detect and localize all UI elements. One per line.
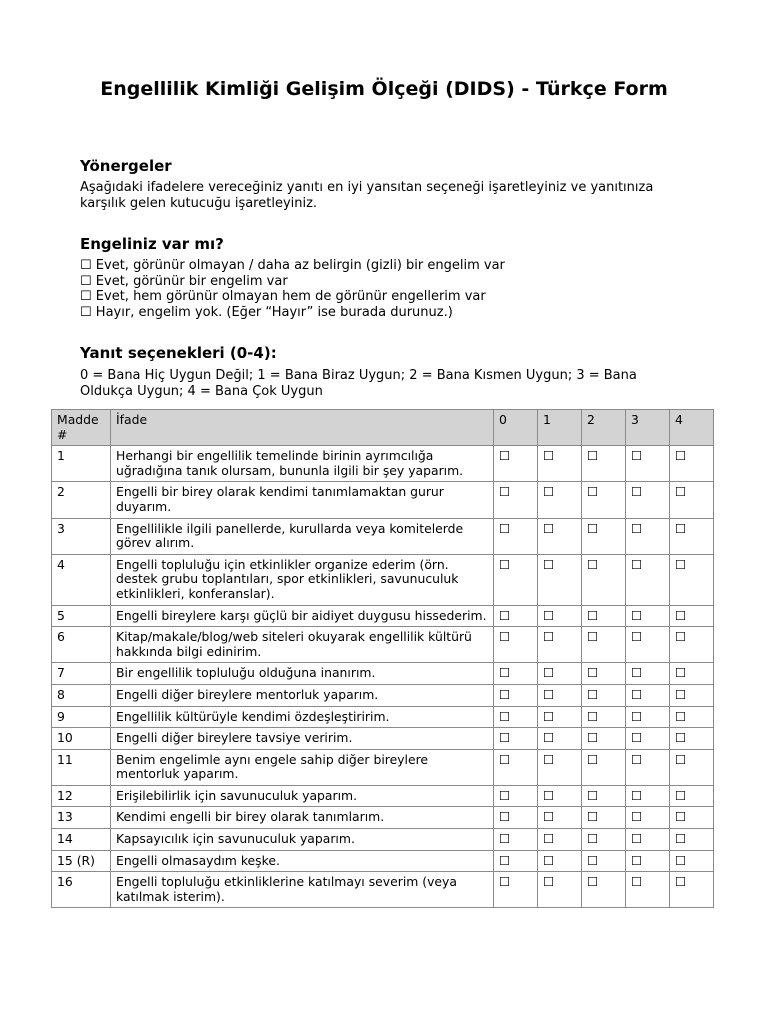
response-checkbox[interactable]: ☐ xyxy=(675,809,687,825)
response-checkbox[interactable]: ☐ xyxy=(543,708,555,724)
checkbox-icon[interactable]: ☐ xyxy=(80,305,92,321)
response-cell xyxy=(494,663,538,685)
item-number: 2 xyxy=(52,482,111,518)
response-checkbox[interactable]: ☐ xyxy=(675,448,687,464)
response-checkbox[interactable]: ☐ xyxy=(499,852,511,868)
page-title: Engellilik Kimliği Gelişim Ölçeği (DIDS) - Türkçe Form xyxy=(100,78,668,100)
response-checkbox[interactable]: ☐ xyxy=(631,874,643,890)
column-header-scale: 3 xyxy=(626,410,670,446)
column-header-scale: 2 xyxy=(582,410,626,446)
response-cell xyxy=(626,850,670,872)
response-checkbox[interactable]: ☐ xyxy=(587,708,599,724)
response-checkbox[interactable]: ☐ xyxy=(587,484,599,500)
item-statement: Engelli bireylere karşı güçlü bir aidiyet duygusu hissederim. xyxy=(111,605,494,627)
item-statement: Kitap/makale/blog/web siteleri okuyarak engellilik kültürü hakkında bilgi edinirim. xyxy=(111,627,494,663)
item-statement: Herhangi bir engellilik temelinde birinin ayrımcılığa uğradığına tanık olursam, bununla ilgili bir şey yaparım. xyxy=(111,446,494,482)
response-cell xyxy=(582,706,626,728)
response-cell xyxy=(582,807,626,829)
items-table xyxy=(51,409,714,908)
response-checkbox[interactable]: ☐ xyxy=(587,831,599,847)
response-cell xyxy=(494,872,538,908)
checkbox-icon[interactable]: ☐ xyxy=(80,258,92,273)
disability-option[interactable] xyxy=(80,289,690,305)
item-number: 10 xyxy=(52,728,111,750)
item-number: 9 xyxy=(52,706,111,728)
response-cell xyxy=(670,785,714,807)
response-cell xyxy=(626,482,670,518)
item-number: 16 xyxy=(52,872,111,908)
response-cell xyxy=(538,554,582,605)
instructions-heading: Yönergeler xyxy=(80,157,172,175)
response-checkbox[interactable]: ☐ xyxy=(675,556,687,572)
response-checkbox[interactable]: ☐ xyxy=(543,852,555,868)
response-cell xyxy=(538,518,582,554)
response-checkbox[interactable]: ☐ xyxy=(631,751,643,767)
column-header-scale: 1 xyxy=(538,410,582,446)
response-checkbox[interactable]: ☐ xyxy=(543,484,555,500)
response-checkbox[interactable]: ☐ xyxy=(543,629,555,645)
response-cell xyxy=(494,807,538,829)
response-cell xyxy=(494,627,538,663)
item-statement: Erişilebilirlik için savunuculuk yaparım. xyxy=(111,785,494,807)
response-checkbox[interactable]: ☐ xyxy=(631,629,643,645)
response-cell xyxy=(538,663,582,685)
response-cell xyxy=(670,518,714,554)
item-statement: Engelli topluluğu etkinliklerine katılmayı severim (veya katılmak isterim). xyxy=(111,872,494,908)
response-cell xyxy=(494,518,538,554)
item-statement: Engelli diğer bireylere tavsiye veririm. xyxy=(111,728,494,750)
response-checkbox[interactable]: ☐ xyxy=(631,686,643,702)
response-cell xyxy=(670,663,714,685)
response-checkbox[interactable]: ☐ xyxy=(543,665,555,681)
response-cell xyxy=(582,554,626,605)
response-cell xyxy=(538,785,582,807)
response-cell xyxy=(538,850,582,872)
response-checkbox[interactable]: ☐ xyxy=(631,831,643,847)
disability-option-label: Evet, görünür olmayan / daha az belirgin (gizli) bir engelim var xyxy=(95,258,505,273)
response-checkbox[interactable]: ☐ xyxy=(543,787,555,803)
response-checkbox[interactable]: ☐ xyxy=(587,607,599,623)
response-checkbox[interactable]: ☐ xyxy=(675,874,687,890)
response-cell xyxy=(538,872,582,908)
response-checkbox[interactable]: ☐ xyxy=(675,665,687,681)
response-cell xyxy=(538,706,582,728)
response-checkbox[interactable]: ☐ xyxy=(543,874,555,890)
response-cell xyxy=(670,829,714,851)
response-checkbox[interactable]: ☐ xyxy=(587,787,599,803)
table-row xyxy=(52,749,714,785)
response-cell xyxy=(538,605,582,627)
response-checkbox[interactable]: ☐ xyxy=(543,556,555,572)
response-checkbox[interactable]: ☐ xyxy=(499,831,511,847)
item-statement: Engelli olmasaydım keşke. xyxy=(111,850,494,872)
response-checkbox[interactable]: ☐ xyxy=(675,520,687,536)
response-cell xyxy=(538,684,582,706)
item-statement: Engellilik kültürüyle kendimi özdeşleştiririm. xyxy=(111,706,494,728)
item-statement: Engelli topluluğu için etkinlikler organize ederim (örn. destek grubu toplantıları, spor etkinlikleri, savunuculuk etkinlikleri, konferanslar). xyxy=(111,554,494,605)
response-cell xyxy=(582,872,626,908)
response-cell xyxy=(582,482,626,518)
response-checkbox[interactable]: ☐ xyxy=(499,686,511,702)
table-header-row xyxy=(52,410,714,446)
disability-question-heading: Engeliniz var mı? xyxy=(80,235,224,253)
response-cell xyxy=(626,554,670,605)
item-number: 6 xyxy=(52,627,111,663)
table-row xyxy=(52,829,714,851)
response-options-text: 0 = Bana Hiç Uygun Değil; 1 = Bana Biraz Uygun; 2 = Bana Kısmen Uygun; 3 = Bana Oldukça Uygun; 4 = Bana Çok Uygun xyxy=(80,368,637,399)
response-checkbox[interactable]: ☐ xyxy=(543,751,555,767)
table-row xyxy=(52,518,714,554)
response-cell xyxy=(670,482,714,518)
response-cell xyxy=(626,518,670,554)
response-cell xyxy=(494,482,538,518)
response-checkbox[interactable]: ☐ xyxy=(543,686,555,702)
response-checkbox[interactable]: ☐ xyxy=(543,730,555,746)
response-cell xyxy=(670,554,714,605)
response-checkbox[interactable]: ☐ xyxy=(499,809,511,825)
response-checkbox[interactable]: ☐ xyxy=(587,629,599,645)
response-checkbox[interactable]: ☐ xyxy=(675,831,687,847)
disability-option-label: Evet, görünür bir engelim var xyxy=(95,273,288,289)
disability-options xyxy=(80,258,690,321)
disability-option-label: Hayır, engelim yok. (Eğer “Hayır” ise burada durunuz.) xyxy=(95,305,453,321)
table-row xyxy=(52,627,714,663)
response-cell xyxy=(538,749,582,785)
response-checkbox[interactable]: ☐ xyxy=(631,708,643,724)
response-cell xyxy=(670,684,714,706)
response-cell xyxy=(582,785,626,807)
response-checkbox[interactable]: ☐ xyxy=(587,520,599,536)
response-cell xyxy=(626,627,670,663)
instructions-text: Aşağıdaki ifadelere vereceğiniz yanıtı en iyi yansıtan seçeneği işaretleyiniz ve yanıtınıza karşılık gelen kutucuğu işaretleyiniz. xyxy=(80,180,654,211)
response-checkbox[interactable]: ☐ xyxy=(675,484,687,500)
response-checkbox[interactable]: ☐ xyxy=(587,874,599,890)
response-checkbox[interactable]: ☐ xyxy=(543,448,555,464)
item-number: 3 xyxy=(52,518,111,554)
response-checkbox[interactable]: ☐ xyxy=(631,484,643,500)
table-row xyxy=(52,706,714,728)
item-statement: Kendimi engelli bir birey olarak tanımlarım. xyxy=(111,807,494,829)
response-cell xyxy=(670,749,714,785)
disability-option[interactable] xyxy=(80,274,690,290)
table-row xyxy=(52,807,714,829)
response-checkbox[interactable]: ☐ xyxy=(499,787,511,803)
response-checkbox[interactable]: ☐ xyxy=(499,520,511,536)
response-cell xyxy=(670,872,714,908)
table-row xyxy=(52,684,714,706)
response-checkbox[interactable]: ☐ xyxy=(675,730,687,746)
item-statement: Engellilikle ilgili panellerde, kurullarda veya komitelerde görev alırım. xyxy=(111,518,494,554)
item-statement: Engelli bir birey olarak kendimi tanımlamaktan gurur duyarım. xyxy=(111,482,494,518)
response-cell xyxy=(582,627,626,663)
response-cell xyxy=(670,605,714,627)
response-cell xyxy=(494,785,538,807)
response-checkbox[interactable]: ☐ xyxy=(587,809,599,825)
item-statement: Kapsayıcılık için savunuculuk yaparım. xyxy=(111,829,494,851)
response-checkbox[interactable]: ☐ xyxy=(675,787,687,803)
response-cell xyxy=(538,446,582,482)
response-cell xyxy=(494,446,538,482)
response-cell xyxy=(626,872,670,908)
response-checkbox[interactable]: ☐ xyxy=(675,607,687,623)
response-cell xyxy=(494,749,538,785)
response-checkbox[interactable]: ☐ xyxy=(587,665,599,681)
checkbox-icon[interactable]: ☐ xyxy=(80,273,92,289)
item-number: 7 xyxy=(52,663,111,685)
response-checkbox[interactable]: ☐ xyxy=(499,730,511,746)
table-row xyxy=(52,554,714,605)
checkbox-icon[interactable]: ☐ xyxy=(80,289,92,305)
response-checkbox[interactable]: ☐ xyxy=(631,607,643,623)
response-checkbox[interactable]: ☐ xyxy=(587,852,599,868)
response-checkbox[interactable]: ☐ xyxy=(631,556,643,572)
response-cell xyxy=(538,482,582,518)
response-cell xyxy=(538,627,582,663)
response-checkbox[interactable]: ☐ xyxy=(587,751,599,767)
response-checkbox[interactable]: ☐ xyxy=(499,708,511,724)
response-cell xyxy=(670,706,714,728)
item-number: 8 xyxy=(52,684,111,706)
response-checkbox[interactable]: ☐ xyxy=(675,708,687,724)
column-header-scale: 4 xyxy=(670,410,714,446)
response-cell xyxy=(538,829,582,851)
response-cell xyxy=(626,446,670,482)
response-cell xyxy=(494,829,538,851)
response-checkbox[interactable]: ☐ xyxy=(631,787,643,803)
response-checkbox[interactable]: ☐ xyxy=(499,665,511,681)
response-checkbox[interactable]: ☐ xyxy=(499,629,511,645)
response-checkbox[interactable]: ☐ xyxy=(543,831,555,847)
response-cell xyxy=(670,627,714,663)
table-row xyxy=(52,605,714,627)
column-header-statement: İfade xyxy=(111,410,494,446)
table-row xyxy=(52,872,714,908)
response-cell xyxy=(494,684,538,706)
response-checkbox[interactable]: ☐ xyxy=(543,607,555,623)
item-number: 14 xyxy=(52,829,111,851)
response-checkbox[interactable]: ☐ xyxy=(631,665,643,681)
response-checkbox[interactable]: ☐ xyxy=(587,686,599,702)
response-cell xyxy=(626,749,670,785)
response-cell xyxy=(538,807,582,829)
response-cell xyxy=(582,850,626,872)
table-row xyxy=(52,482,714,518)
response-checkbox[interactable]: ☐ xyxy=(631,730,643,746)
item-number: 4 xyxy=(52,554,111,605)
response-cell xyxy=(670,850,714,872)
table-row xyxy=(52,785,714,807)
response-cell xyxy=(626,663,670,685)
response-checkbox[interactable]: ☐ xyxy=(675,852,687,868)
response-cell xyxy=(582,728,626,750)
response-checkbox[interactable]: ☐ xyxy=(499,556,511,572)
response-cell xyxy=(670,728,714,750)
response-cell xyxy=(626,605,670,627)
response-checkbox[interactable]: ☐ xyxy=(499,874,511,890)
response-cell xyxy=(582,446,626,482)
response-cell xyxy=(538,728,582,750)
response-cell xyxy=(626,807,670,829)
response-cell xyxy=(582,829,626,851)
response-checkbox[interactable]: ☐ xyxy=(587,448,599,464)
response-cell xyxy=(582,663,626,685)
item-number: 11 xyxy=(52,749,111,785)
response-checkbox[interactable]: ☐ xyxy=(499,751,511,767)
item-statement: Bir engellilik topluluğu olduğuna inanırım. xyxy=(111,663,494,685)
response-cell xyxy=(626,785,670,807)
item-number: 15 (R) xyxy=(52,850,111,872)
response-checkbox[interactable]: ☐ xyxy=(499,484,511,500)
disability-option[interactable] xyxy=(80,258,690,274)
item-statement: Benim engelimle aynı engele sahip diğer bireylere mentorluk yaparım. xyxy=(111,749,494,785)
response-cell xyxy=(582,605,626,627)
response-cell xyxy=(494,605,538,627)
response-options-heading: Yanıt seçenekleri (0-4): xyxy=(80,344,277,362)
response-checkbox[interactable]: ☐ xyxy=(631,809,643,825)
response-cell xyxy=(626,706,670,728)
item-statement: Engelli diğer bireylere mentorluk yaparım. xyxy=(111,684,494,706)
column-header-item-number: Madde # xyxy=(52,410,111,446)
item-number: 12 xyxy=(52,785,111,807)
response-checkbox[interactable]: ☐ xyxy=(675,751,687,767)
response-cell xyxy=(670,807,714,829)
item-number: 5 xyxy=(52,605,111,627)
response-checkbox[interactable]: ☐ xyxy=(587,730,599,746)
item-number: 1 xyxy=(52,446,111,482)
response-checkbox[interactable]: ☐ xyxy=(499,607,511,623)
table-row xyxy=(52,728,714,750)
response-checkbox[interactable]: ☐ xyxy=(675,686,687,702)
response-cell xyxy=(494,728,538,750)
table-row xyxy=(52,446,714,482)
item-number: 13 xyxy=(52,807,111,829)
table-row xyxy=(52,663,714,685)
response-cell xyxy=(626,829,670,851)
response-checkbox[interactable]: ☐ xyxy=(499,448,511,464)
response-checkbox[interactable]: ☐ xyxy=(675,629,687,645)
response-checkbox[interactable]: ☐ xyxy=(543,520,555,536)
disability-option[interactable] xyxy=(80,305,690,321)
response-checkbox[interactable]: ☐ xyxy=(631,448,643,464)
response-checkbox[interactable]: ☐ xyxy=(543,809,555,825)
table-row xyxy=(52,850,714,872)
response-cell xyxy=(582,684,626,706)
response-cell xyxy=(494,706,538,728)
response-cell xyxy=(670,446,714,482)
response-cell xyxy=(494,554,538,605)
response-checkbox[interactable]: ☐ xyxy=(631,852,643,868)
response-cell xyxy=(626,684,670,706)
response-cell xyxy=(626,728,670,750)
response-checkbox[interactable]: ☐ xyxy=(631,520,643,536)
response-cell xyxy=(494,850,538,872)
response-cell xyxy=(582,518,626,554)
response-checkbox[interactable]: ☐ xyxy=(587,556,599,572)
response-cell xyxy=(582,749,626,785)
column-header-scale: 0 xyxy=(494,410,538,446)
disability-option-label: Evet, hem görünür olmayan hem de görünür engellerim var xyxy=(95,289,486,305)
